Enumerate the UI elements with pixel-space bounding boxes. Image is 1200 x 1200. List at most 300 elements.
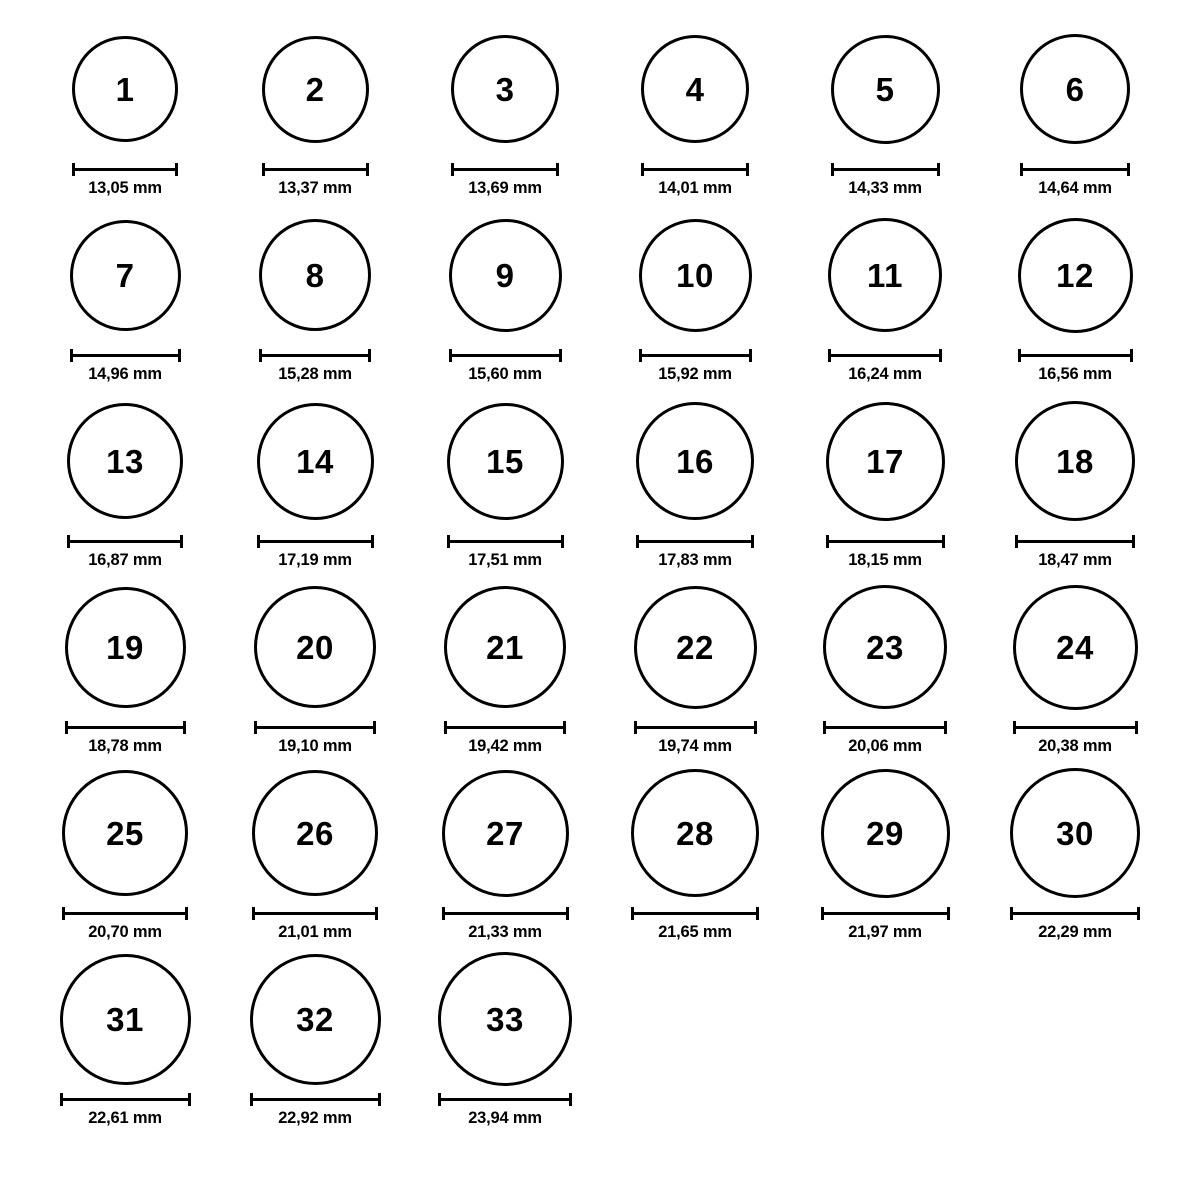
ring-size-number: 21 [486,628,524,666]
ring-circle-wrap [259,208,371,342]
ruler-cap-left [636,535,639,548]
ruler-cap-right [378,1093,381,1106]
ring-circle [823,585,947,709]
ring-size-number: 29 [866,814,904,852]
diameter-ruler-icon [65,721,186,733]
ring-size-number: 2 [305,70,325,108]
ring-size-item[interactable] [980,756,1170,942]
diameter-ruler-icon [252,907,378,919]
ring-circle [259,219,371,331]
diameter-label: 18,78 mm [88,737,162,755]
ruler-cap-left [67,535,70,548]
ruler-cap-left [252,907,255,920]
ring-circle-wrap [823,580,947,714]
ruler-cap-right [749,349,752,362]
ring-circle [636,402,754,520]
ring-circle [1010,768,1140,898]
ring-circle-wrap [442,766,569,900]
diameter-label: 16,24 mm [848,365,922,383]
ring-circle [438,952,572,1086]
ring-circle-wrap [444,580,566,714]
diameter-ruler-icon [821,907,950,919]
ring-size-item[interactable] [30,756,220,942]
ring-circle-wrap [639,208,752,342]
ruler-bar [634,726,757,729]
ruler-cap-left [447,535,450,548]
ruler-bar [62,912,188,915]
ring-circle-wrap [1018,208,1133,342]
diameter-label: 21,33 mm [468,923,542,941]
diameter-label: 19,74 mm [658,737,732,755]
ring-circle [60,954,191,1085]
diameter-label: 14,01 mm [658,179,732,197]
ring-size-item[interactable] [790,570,980,756]
ring-size-item[interactable] [410,22,600,198]
ring-circle [65,587,186,708]
diameter-ruler-icon [451,163,559,175]
ruler-bar [444,726,566,729]
ruler-cap-right [1137,907,1140,920]
ruler-bar [442,912,569,915]
diameter-label: 20,06 mm [848,737,922,755]
ring-circle [1015,401,1135,521]
ring-size-number: 19 [106,628,144,666]
ring-size-item[interactable] [410,756,600,942]
ruler-bar [67,540,183,543]
ruler-bar [821,912,950,915]
ring-circle-wrap [634,580,757,714]
ruler-bar [60,1098,191,1101]
ruler-cap-right [942,535,945,548]
ring-size-item[interactable] [600,756,790,942]
ruler-cap-right [556,163,559,176]
ruler-cap-left [254,721,257,734]
ring-circle-wrap [449,208,562,342]
ruler-cap-right [746,163,749,176]
ruler-cap-left [823,721,826,734]
ruler-cap-right [373,721,376,734]
ring-size-number: 9 [495,256,515,294]
ring-size-number: 22 [676,628,714,666]
ring-size-item[interactable] [220,22,410,198]
ruler-cap-right [183,721,186,734]
ruler-cap-right [375,907,378,920]
ring-size-item[interactable] [410,570,600,756]
ring-size-item[interactable] [790,198,980,384]
diameter-ruler-icon [1020,163,1130,175]
diameter-ruler-icon [823,721,947,733]
diameter-ruler-icon [250,1093,381,1105]
ruler-cap-left [72,163,75,176]
diameter-label: 15,60 mm [468,365,542,383]
ring-size-number: 17 [866,442,904,480]
ruler-cap-right [559,349,562,362]
ring-size-item[interactable] [220,942,410,1128]
ruler-bar [72,168,178,171]
ring-circle-wrap [641,22,749,156]
ring-size-item[interactable] [30,198,220,384]
ring-size-number: 3 [495,70,515,108]
diameter-label: 23,94 mm [468,1109,542,1127]
diameter-label: 14,33 mm [848,179,922,197]
ruler-cap-right [371,535,374,548]
ruler-cap-right [939,349,942,362]
ruler-cap-left [639,349,642,362]
ruler-cap-left [641,163,644,176]
ruler-bar [262,168,369,171]
ring-circle-wrap [70,208,181,342]
diameter-label: 22,61 mm [88,1109,162,1127]
ring-circle-wrap [821,766,950,900]
ring-circle-wrap [451,22,559,156]
ruler-cap-left [831,163,834,176]
ruler-cap-right [1135,721,1138,734]
ring-circle-wrap [252,766,378,900]
ring-size-item[interactable] [790,756,980,942]
ruler-cap-right [188,1093,191,1106]
ruler-cap-left [62,907,65,920]
ring-circle-wrap [831,22,940,156]
ruler-cap-left [65,721,68,734]
ruler-cap-left [259,349,262,362]
ring-circle [70,220,181,331]
ring-circle-wrap [636,394,754,528]
ruler-cap-left [1010,907,1013,920]
ring-size-item[interactable] [980,570,1170,756]
ruler-bar [1018,354,1133,357]
ring-size-item[interactable] [220,756,410,942]
ring-size-number: 15 [486,442,524,480]
ring-circle [447,403,564,520]
ring-size-item[interactable] [220,384,410,570]
diameter-label: 13,37 mm [278,179,352,197]
ruler-bar [449,354,562,357]
diameter-ruler-icon [67,535,183,547]
size-row [30,756,1170,942]
diameter-label: 22,29 mm [1038,923,1112,941]
ruler-bar [254,726,376,729]
ring-circle [641,35,749,143]
ruler-bar [451,168,559,171]
ring-circle [254,586,376,708]
ring-size-item[interactable] [220,570,410,756]
ring-size-item[interactable] [600,198,790,384]
ring-size-number: 14 [296,442,334,480]
ring-circle-wrap [1013,580,1138,714]
diameter-label: 15,28 mm [278,365,352,383]
diameter-ruler-icon [262,163,369,175]
ruler-bar [636,540,754,543]
ruler-bar [631,912,759,915]
diameter-label: 21,97 mm [848,923,922,941]
ruler-bar [438,1098,572,1101]
diameter-ruler-icon [631,907,759,919]
ring-circle [634,586,757,709]
ruler-cap-left [60,1093,63,1106]
ruler-cap-right [1127,163,1130,176]
ruler-bar [641,168,749,171]
ruler-cap-left [1018,349,1021,362]
ring-size-number: 25 [106,814,144,852]
ring-circle-wrap [826,394,945,528]
ring-size-number: 31 [106,1000,144,1038]
diameter-ruler-icon [826,535,945,547]
ruler-cap-left [451,163,454,176]
diameter-label: 17,51 mm [468,551,542,569]
ruler-bar [259,354,371,357]
ring-size-item[interactable] [410,198,600,384]
ring-size-item[interactable] [410,384,600,570]
ring-size-number: 5 [875,70,895,108]
ring-circle-wrap [1020,22,1130,156]
ring-size-number: 32 [296,1000,334,1038]
ring-circle [1013,585,1138,710]
ring-circle-wrap [254,580,376,714]
diameter-ruler-icon [1018,349,1133,361]
ruler-bar [831,168,940,171]
diameter-label: 19,42 mm [468,737,542,755]
diameter-ruler-icon [447,535,564,547]
diameter-ruler-icon [438,1093,572,1105]
ring-size-number: 27 [486,814,524,852]
diameter-ruler-icon [634,721,757,733]
ruler-bar [250,1098,381,1101]
ring-size-number: 7 [115,256,135,294]
size-row [30,384,1170,570]
ruler-cap-left [262,163,265,176]
ruler-cap-left [444,721,447,734]
diameter-ruler-icon [1010,907,1140,919]
ring-size-item[interactable] [30,942,220,1128]
diameter-ruler-icon [831,163,940,175]
ruler-cap-left [1013,721,1016,734]
ruler-cap-right [751,535,754,548]
ruler-cap-right [754,721,757,734]
ring-circle-wrap [438,952,572,1086]
ring-circle [72,36,178,142]
diameter-label: 17,83 mm [658,551,732,569]
diameter-ruler-icon [641,163,749,175]
ring-size-item[interactable] [600,384,790,570]
ruler-cap-right [947,907,950,920]
ring-size-number: 20 [296,628,334,666]
diameter-label: 19,10 mm [278,737,352,755]
ruler-bar [1013,726,1138,729]
ring-circle-wrap [250,952,381,1086]
ring-circle [831,35,940,144]
ring-circle [828,218,942,332]
ring-circle-wrap [1010,766,1140,900]
diameter-label: 17,19 mm [278,551,352,569]
ring-circle-wrap [262,22,369,156]
ring-size-item[interactable] [980,22,1170,198]
diameter-label: 21,01 mm [278,923,352,941]
diameter-label: 15,92 mm [658,365,732,383]
ring-circle-wrap [65,580,186,714]
ruler-bar [828,354,942,357]
ruler-cap-right [366,163,369,176]
size-row [30,570,1170,756]
ring-circle [449,219,562,332]
ring-circle [62,770,188,896]
ruler-bar [1015,540,1135,543]
ruler-cap-right [185,907,188,920]
diameter-ruler-icon [828,349,942,361]
diameter-ruler-icon [257,535,374,547]
diameter-label: 13,69 mm [468,179,542,197]
ring-size-number: 30 [1056,814,1094,852]
diameter-label: 14,96 mm [88,365,162,383]
ring-size-item[interactable] [790,384,980,570]
ruler-cap-left [250,1093,253,1106]
ring-size-item[interactable] [600,22,790,198]
ring-size-item[interactable] [30,22,220,198]
ruler-cap-left [634,721,637,734]
ruler-bar [257,540,374,543]
diameter-label: 21,65 mm [658,923,732,941]
ring-size-item[interactable] [410,942,600,1128]
ruler-bar [639,354,752,357]
ring-circle [1020,34,1130,144]
ring-size-number: 23 [866,628,904,666]
ring-circle-wrap [67,394,183,528]
diameter-ruler-icon [444,721,566,733]
ring-size-number: 11 [867,256,903,294]
ring-size-number: 33 [486,1000,524,1038]
ruler-cap-right [1132,535,1135,548]
ruler-cap-right [175,163,178,176]
size-row [30,198,1170,384]
ruler-cap-left [1015,535,1018,548]
ring-size-number: 4 [685,70,705,108]
diameter-label: 18,47 mm [1038,551,1112,569]
ring-size-item[interactable] [30,384,220,570]
ruler-bar [70,354,181,357]
ring-circle-wrap [631,766,759,900]
ruler-bar [823,726,947,729]
ruler-cap-left [1020,163,1023,176]
ruler-bar [65,726,186,729]
ring-circle [826,402,945,521]
ruler-cap-left [449,349,452,362]
diameter-label: 22,92 mm [278,1109,352,1127]
ruler-cap-right [756,907,759,920]
ruler-cap-left [438,1093,441,1106]
ring-circle-wrap [447,394,564,528]
ruler-bar [826,540,945,543]
ring-size-number: 26 [296,814,334,852]
ring-circle-wrap [1015,394,1135,528]
diameter-ruler-icon [636,535,754,547]
diameter-ruler-icon [72,163,178,175]
ring-circle [262,36,369,143]
diameter-ruler-icon [70,349,181,361]
ring-size-number: 13 [106,442,144,480]
diameter-ruler-icon [62,907,188,919]
ring-size-number: 12 [1056,256,1094,294]
ring-size-number: 16 [676,442,714,480]
ruler-cap-left [70,349,73,362]
ruler-cap-right [368,349,371,362]
ring-circle-wrap [257,394,374,528]
ring-size-number: 10 [676,256,714,294]
ruler-bar [1010,912,1140,915]
ring-circle [444,586,566,708]
ring-size-number: 8 [305,256,325,294]
ring-circle [631,769,759,897]
ring-size-number: 1 [115,70,135,108]
ruler-bar [252,912,378,915]
ring-circle [67,403,183,519]
ruler-bar [1020,168,1130,171]
ruler-cap-right [566,907,569,920]
ring-size-item[interactable] [30,570,220,756]
ruler-cap-right [180,535,183,548]
diameter-ruler-icon [254,721,376,733]
diameter-label: 20,70 mm [88,923,162,941]
diameter-label: 18,15 mm [848,551,922,569]
ring-size-number: 18 [1056,442,1094,480]
ruler-cap-right [561,535,564,548]
diameter-label: 20,38 mm [1038,737,1112,755]
ring-size-item[interactable] [980,198,1170,384]
ring-size-item[interactable] [220,198,410,384]
ring-circle-wrap [72,22,178,156]
ring-circle-wrap [828,208,942,342]
ring-size-item[interactable] [980,384,1170,570]
ring-circle [821,769,950,898]
diameter-ruler-icon [1015,535,1135,547]
ring-size-item[interactable] [600,570,790,756]
ruler-cap-left [821,907,824,920]
diameter-ruler-icon [639,349,752,361]
ruler-cap-left [826,535,829,548]
ring-size-item[interactable] [790,22,980,198]
ring-size-number: 28 [676,814,714,852]
ring-circle [257,403,374,520]
diameter-label: 16,56 mm [1038,365,1112,383]
diameter-ruler-icon [442,907,569,919]
diameter-label: 16,87 mm [88,551,162,569]
ruler-bar [447,540,564,543]
ruler-cap-right [937,163,940,176]
ring-size-number: 24 [1056,628,1094,666]
diameter-ruler-icon [449,349,562,361]
ring-circle [451,35,559,143]
ruler-cap-right [944,721,947,734]
size-row [30,942,1170,1128]
ruler-cap-left [631,907,634,920]
ruler-cap-left [828,349,831,362]
ruler-cap-right [178,349,181,362]
diameter-ruler-icon [259,349,371,361]
ring-circle [442,770,569,897]
size-row [30,22,1170,198]
ring-circle [639,219,752,332]
ring-circle [250,954,381,1085]
ruler-cap-right [1130,349,1133,362]
ring-circle [1018,218,1133,333]
ruler-cap-left [442,907,445,920]
ring-circle-wrap [62,766,188,900]
ring-circle [252,770,378,896]
diameter-label: 13,05 mm [88,179,162,197]
diameter-ruler-icon [60,1093,191,1105]
ring-circle-wrap [60,952,191,1086]
ruler-cap-right [569,1093,572,1106]
diameter-label: 14,64 mm [1038,179,1112,197]
diameter-ruler-icon [1013,721,1138,733]
